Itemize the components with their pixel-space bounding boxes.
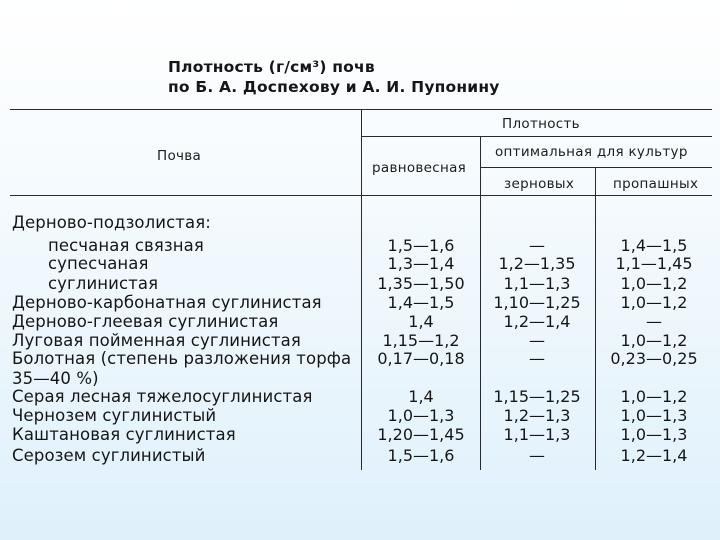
equilibrium-density: 1,20—1,45 [377, 425, 465, 444]
row-crop-optimal-density: 1,0—1,3 [620, 406, 688, 425]
row-crop-optimal-density: 1,0—1,2 [620, 293, 688, 312]
soil-name: Чернозем суглинистый [12, 406, 217, 425]
row-crop-optimal-density: — [646, 312, 662, 331]
table-row [0, 213, 720, 233]
row-crop-optimal-density: 1,0—1,2 [620, 274, 688, 293]
grain-optimal-density: 1,1—1,3 [503, 425, 571, 444]
density-header-rule [362, 136, 712, 137]
table-row [0, 369, 720, 389]
soil-name: супесчаная [48, 254, 149, 273]
table-row [0, 446, 720, 466]
title-line-1: Плотность (г/см³) почв [168, 58, 375, 76]
equilibrium-density: 1,35—1,50 [377, 274, 465, 293]
row-crop-optimal-density: 0,23—0,25 [610, 349, 698, 368]
row-crop-optimal-density: 1,1—1,45 [615, 254, 693, 273]
equilibrium-density: 0,17—0,18 [377, 349, 465, 368]
equilibrium-density: 1,15—1,2 [382, 331, 460, 350]
equilibrium-density: 1,5—1,6 [387, 236, 455, 255]
soil-name: Луговая пойменная суглинистая [12, 331, 301, 350]
title-line-2: по Б. А. Доспехову и А. И. Пупонину [168, 78, 500, 96]
table-row [0, 312, 720, 332]
soil-name: песчаная связная [48, 236, 204, 255]
row-crop-optimal-density: 1,0—1,2 [620, 387, 688, 406]
equilibrium-density: 1,4—1,5 [387, 293, 455, 312]
table-title [168, 57, 500, 97]
grain-optimal-density: 1,2—1,3 [503, 406, 571, 425]
grain-optimal-density: — [529, 236, 545, 255]
table-row [0, 254, 720, 274]
header-soil: Почва [157, 148, 202, 164]
equilibrium-density: 1,5—1,6 [387, 446, 455, 465]
grain-optimal-density: 1,10—1,25 [493, 293, 581, 312]
table-row [0, 274, 720, 294]
table-row [0, 331, 720, 351]
soil-name: Болотная (степень разложения торфа [12, 349, 352, 368]
row-crop-optimal-density: 1,4—1,5 [620, 236, 688, 255]
table-row [0, 349, 720, 369]
header-density: Плотность [502, 116, 580, 132]
soil-name: Серозем суглинистый [12, 446, 206, 465]
soil-name: Дерново-глеевая суглинистая [12, 312, 279, 331]
grain-optimal-density: 1,2—1,35 [498, 254, 576, 273]
header-equilibrium: равновесная [372, 160, 467, 176]
row-crop-optimal-density: 1,2—1,4 [620, 446, 688, 465]
soil-name: Дерново-карбонатная суглинистая [12, 293, 322, 312]
row-crop-optimal-density: 1,0—1,2 [620, 331, 688, 350]
grain-optimal-density: — [529, 349, 545, 368]
row-crop-optimal-density: 1,0—1,3 [620, 425, 688, 444]
soil-name: Каштановая суглинистая [12, 425, 236, 444]
table-row [0, 236, 720, 256]
table-row [0, 293, 720, 313]
table-row [0, 387, 720, 407]
equilibrium-density: 1,0—1,3 [387, 406, 455, 425]
soil-name: Серая лесная тяжелосуглинистая [12, 387, 313, 406]
header-row-crops: пропашных [613, 176, 699, 192]
grain-optimal-density: 1,1—1,3 [503, 274, 571, 293]
table-row [0, 406, 720, 426]
header-optimal: оптимальная для культур [495, 144, 688, 160]
equilibrium-density: 1,3—1,4 [387, 254, 455, 273]
equilibrium-density: 1,4 [408, 387, 434, 406]
optimal-header-rule [480, 167, 712, 168]
grain-optimal-density: — [529, 446, 545, 465]
soil-name: суглинистая [48, 274, 159, 293]
table-row [0, 425, 720, 445]
equilibrium-density: 1,4 [408, 312, 434, 331]
grain-optimal-density: 1,2—1,4 [503, 312, 571, 331]
header-grain: зерновых [504, 176, 575, 192]
soil-name: 35—40 %) [12, 369, 99, 388]
soil-name: Дерново-подзолистая: [12, 213, 211, 232]
grain-optimal-density: — [529, 331, 545, 350]
grain-optimal-density: 1,15—1,25 [493, 387, 581, 406]
